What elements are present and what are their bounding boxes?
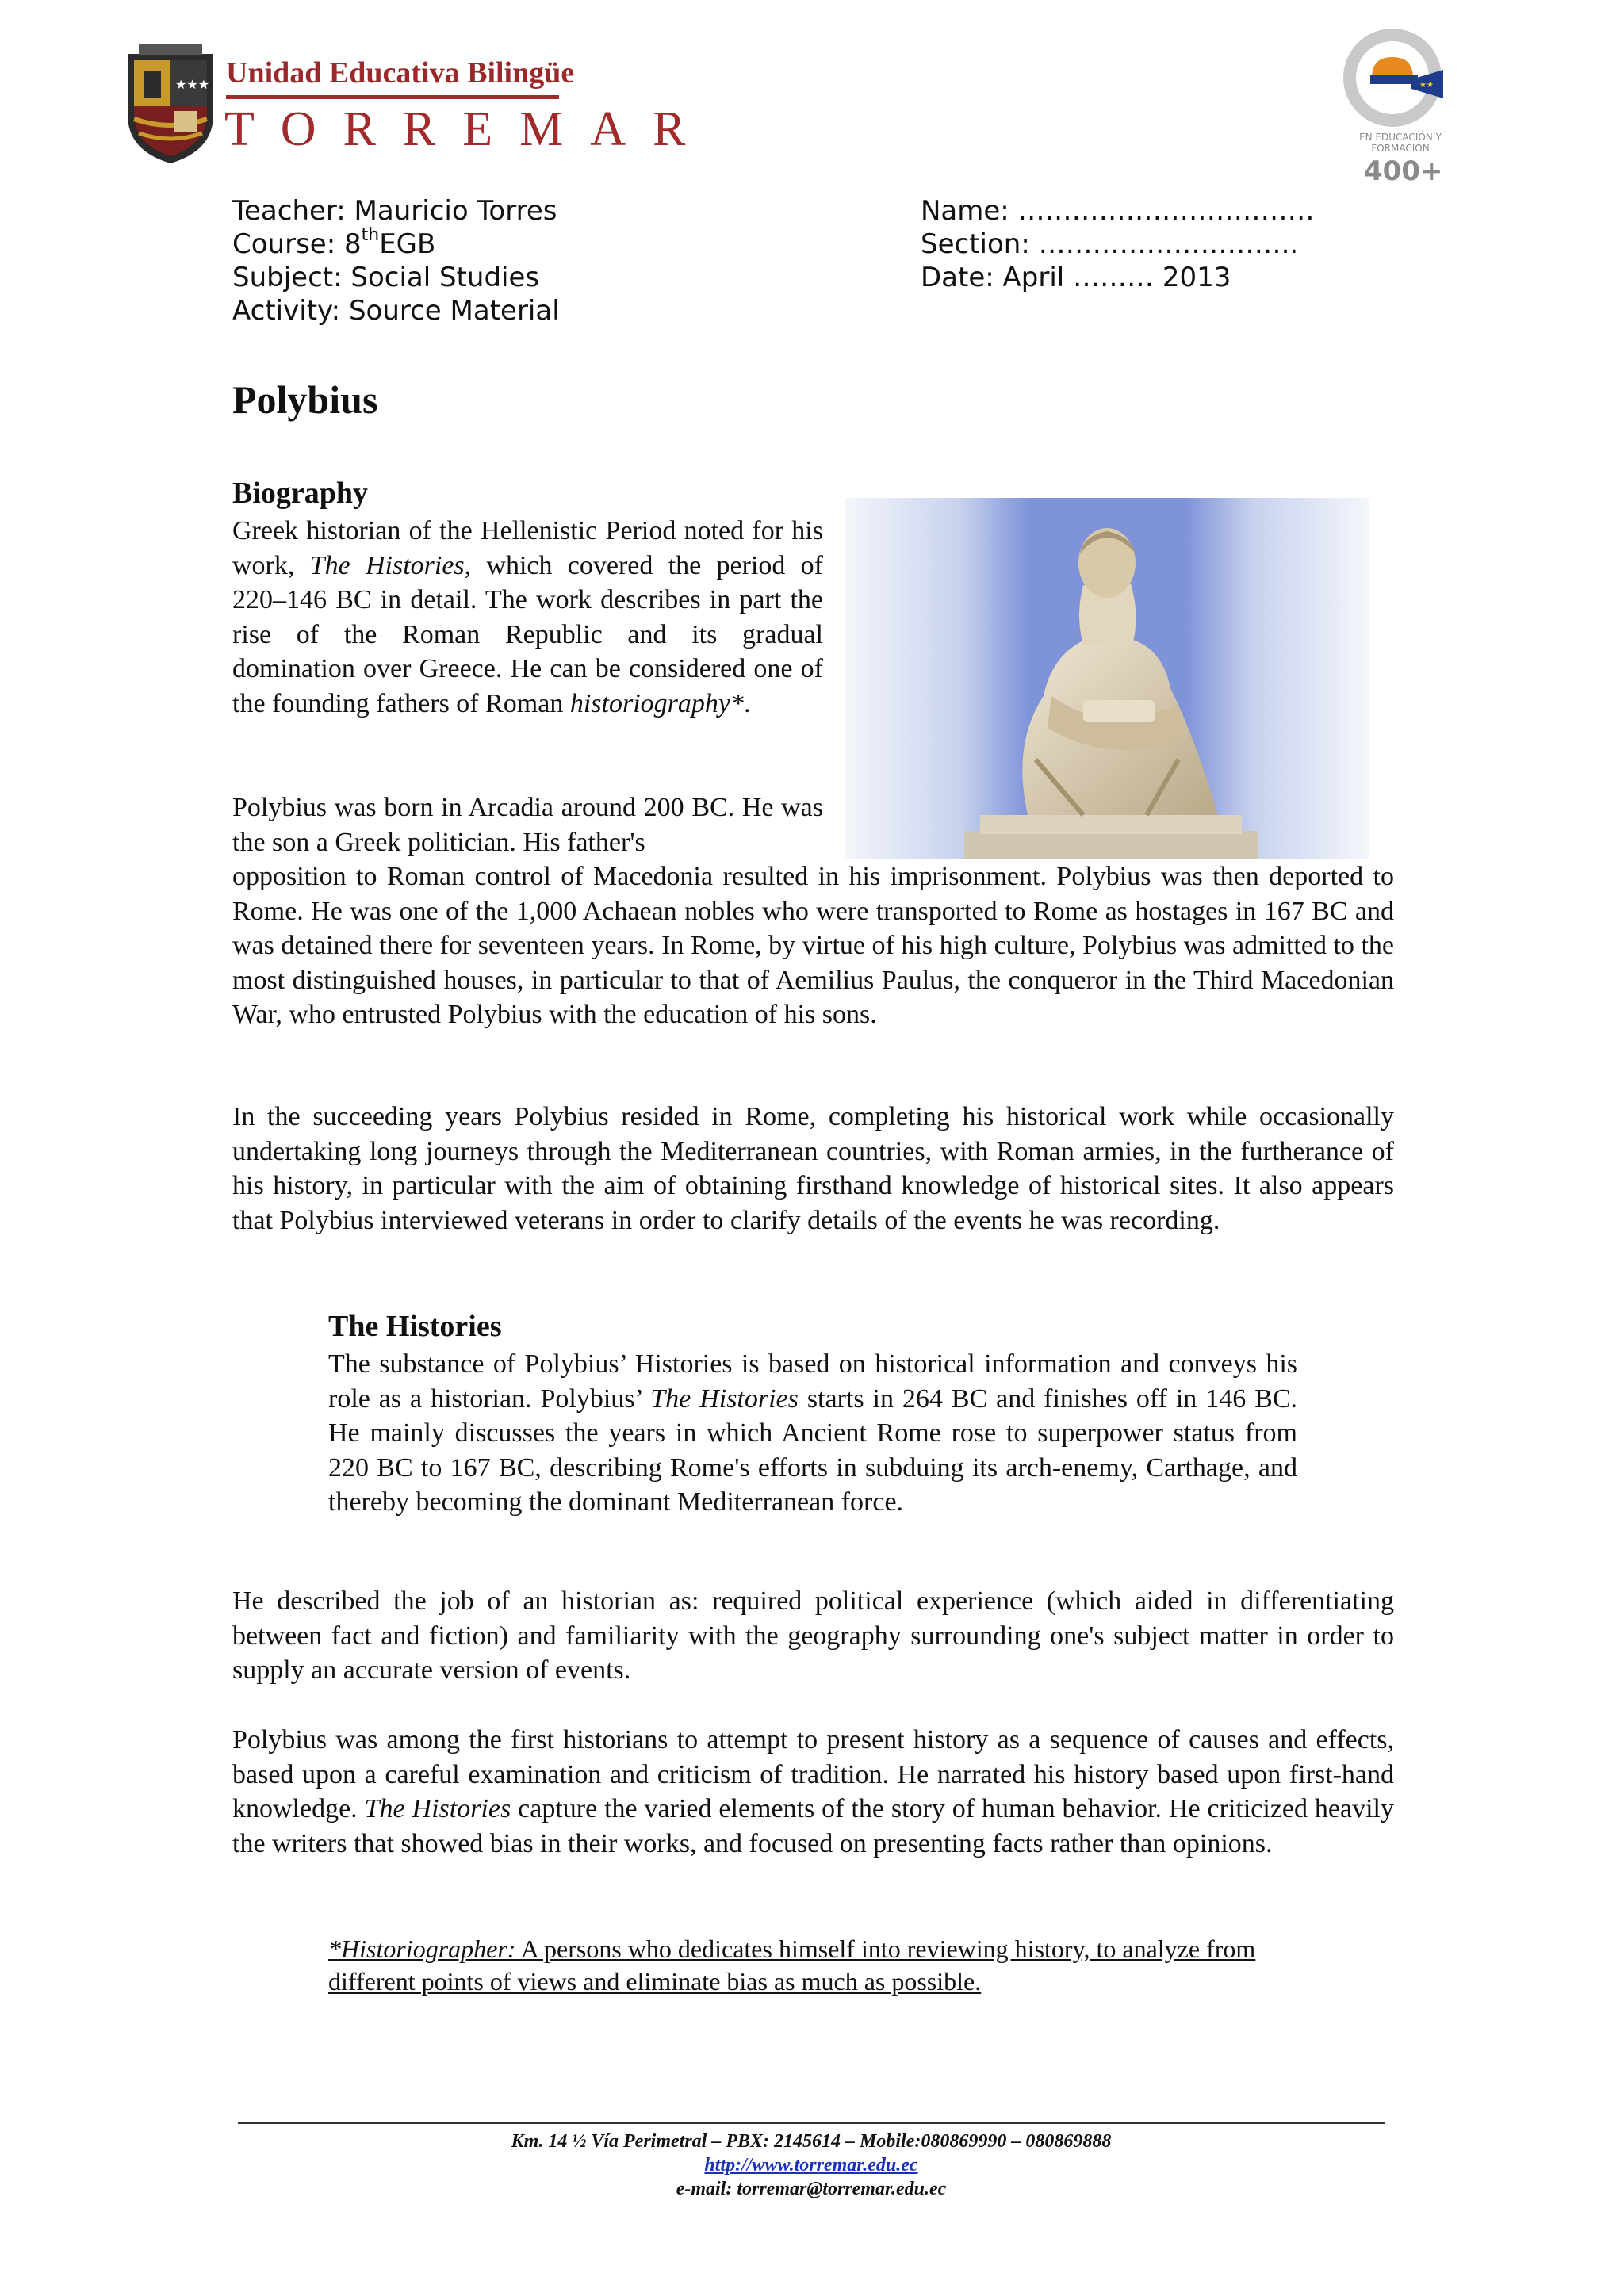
historian-paragraph: He described the job of an historian as: required political experience (which aided in differentiating between fact and fiction) and familiarity with the geography surrounding one's subject matter in order to supply an accurate version of events.	[232, 1586, 1394, 1685]
biography-paragraph-1	[232, 514, 823, 721]
header-info-left	[232, 194, 560, 327]
footer-website-link[interactable]: http://www.torremar.edu.ec	[704, 2155, 918, 2175]
histories-paragraph	[328, 1347, 1297, 1520]
school-logo	[123, 40, 713, 166]
date-field[interactable]: Date: April ……… 2013	[921, 262, 1231, 293]
histories-heading: The Histories	[328, 1310, 502, 1343]
certification-text: EN EDUCACIÓN Y FORMACIÓN	[1359, 132, 1442, 154]
footnote-term: *Historiographer:	[328, 1934, 516, 1963]
polybius-statue-image	[845, 498, 1369, 859]
footer-address: Km. 14 ½ Vía Perimetral – PBX: 2145614 – Mobile:080869990 – 080869888	[511, 2131, 1112, 2152]
teacher-line: Teacher: Mauricio Torres	[232, 195, 557, 227]
text-run: .	[743, 688, 751, 718]
svg-text:★★: ★★	[1419, 81, 1434, 90]
footer-email[interactable]: e-mail: torremar@torremar.edu.ec	[676, 2179, 947, 2199]
certification-number: 400+	[1364, 155, 1443, 187]
footnote-definition: A persons who dedicates himself into reviewing history, to analyze from different points of views and eliminate bias as much as possible.	[328, 1934, 1256, 1996]
work-title: The Histories	[309, 550, 465, 580]
text-run: starts in 264 BC and finishes off in 146 BC. He mainly discusses the years in which Ancient Rome rose to superpower status from 220 BC to 167 BC, describing Rome's efforts in subduing its arch-enemy, Carthage, and thereby becoming the dominant Mediterranean force.	[328, 1383, 1297, 1517]
text-run: capture the varied elements of the story of human behavior. He criticized heavily the writers that showed bias in their works, and focused on presenting facts rather than opinions.	[232, 1794, 1395, 1858]
work-title: The Histories	[650, 1383, 799, 1414]
biography-paragraph-3: In the succeeding years Polybius resided in Rome, completing his historical work while occasionally undertaking long journeys through the Mediterranean countries, with Roman armies, in the furtherance of his history, in particular with the aim of obtaining firsthand knowledge of historical sites. It also appears that Polybius interviewed veterans in order to clarify details of the events he was recording.	[232, 1102, 1394, 1235]
historiography-term: historiography*	[569, 688, 744, 718]
footnote	[328, 1933, 1343, 1998]
logo-rule	[226, 95, 559, 99]
work-title: The Histories	[364, 1794, 511, 1823]
svg-text:★★★: ★★★	[175, 77, 210, 92]
activity-line: Activity: Source Material	[232, 295, 560, 327]
causes-paragraph	[232, 1723, 1394, 1861]
course-line	[232, 224, 560, 261]
statue-illustration-icon	[845, 498, 1369, 859]
school-name-main: TORREMAR	[224, 102, 713, 156]
biography-heading: Biography	[232, 476, 369, 510]
school-crest-icon	[123, 40, 218, 166]
section-field[interactable]: Section: ………………………..	[921, 228, 1299, 260]
text-run: The substance of Polybius’ Histories is based on historical information and conveys his role as a historian. Polybius’	[328, 1349, 1297, 1414]
biography-paragraph-2-top: Polybius was born in Arcadia around 200 BC. He was the son a Greek politician. His father's	[232, 793, 823, 857]
text-run: Greek historian of the Hellenistic Period noted for his work,	[232, 516, 823, 580]
certification-logo	[1324, 22, 1451, 189]
text-run: Polybius was among the first historians to attempt to present history as a sequence of causes and effects, based upon a careful examination and criticism of tradition. He narrated his history based upon first-hand knowledge.	[232, 1725, 1394, 1823]
course-superscript: th	[361, 224, 380, 245]
text-run: , which covered the period of 220–146 BC in detail. The work describes in part the rise of the Roman Republic and its gradual domination over Greece. He can be considered one of the founding fathers of Roman	[232, 550, 823, 718]
subject-line: Subject: Social Studies	[232, 262, 540, 293]
footer-divider	[238, 2122, 1385, 2124]
page-title: Polybius	[232, 377, 378, 422]
name-field[interactable]: Name: ……………………………	[921, 195, 1315, 227]
certification-seal-icon	[1324, 22, 1451, 133]
course-suffix: EGB	[379, 228, 436, 260]
course-prefix: Course: 8	[232, 228, 362, 260]
school-name-top: Unidad Educativa Bilingüe	[226, 56, 575, 90]
header-info-right	[921, 194, 1315, 294]
biography-paragraph-2-rest: opposition to Roman control of Macedonia resulted in his imprisonment. Polybius was then deported to Rome. He was one of the 1,000 Achaean nobles who were transported to Rome as hostages in 167 BC and was detained there for seventeen years. In Rome, by virtue of his high culture, Polybius was admitted to the most distinguished houses, in particular to that of Aemilius Paulus, the conqueror in the Third Macedonian War, who entrusted Polybius with the education of his sons.	[232, 862, 1394, 1029]
